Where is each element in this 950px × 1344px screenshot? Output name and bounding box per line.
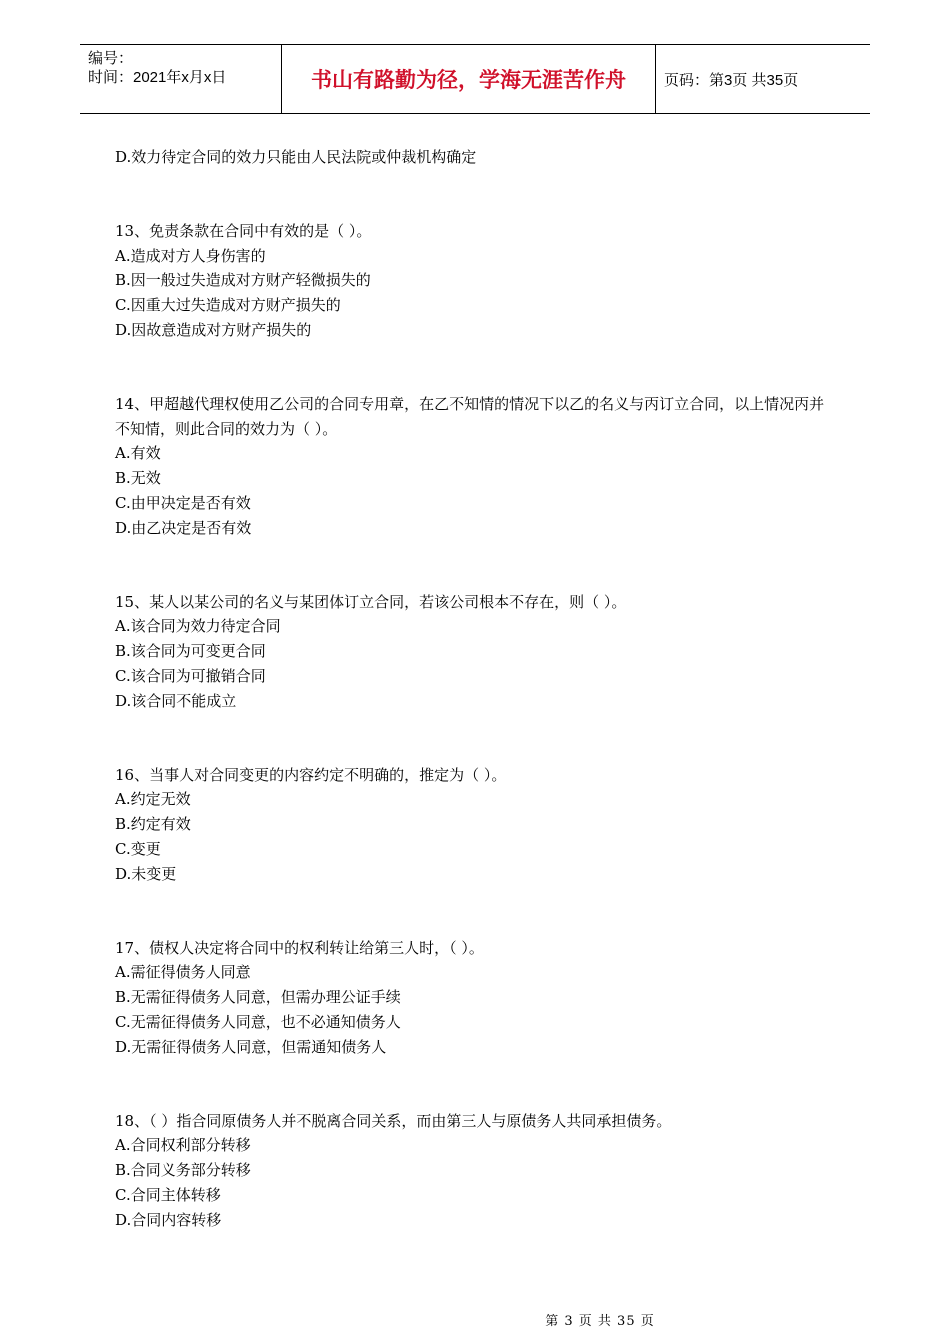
option-b: B.合同义务部分转移 — [115, 1161, 251, 1180]
question-stem: 16、当事人对合同变更的内容约定不明确的，推定为（ ）。 — [115, 765, 507, 784]
option-b: B.约定有效 — [115, 815, 191, 834]
option-c: C.无需征得债务人同意，也不必通知债务人 — [115, 1012, 401, 1031]
question-16 — [115, 763, 835, 887]
page-footer: 第 3 页 共 35 页 — [545, 1314, 655, 1329]
option-d: D.合同内容转移 — [115, 1210, 222, 1229]
header-motto: 书山有路勤为径，学海无涯苦作舟 — [311, 68, 626, 92]
option-d: D.该合同不能成立 — [115, 691, 237, 710]
option-a: A.合同权利部分转移 — [115, 1136, 251, 1155]
option-b: B.无效 — [115, 469, 161, 488]
question-17 — [115, 936, 835, 1060]
option-c: C.因重大过失造成对方财产损失的 — [115, 296, 341, 315]
option-text: D.效力待定合同的效力只能由人民法院或仲裁机构确定 — [115, 148, 477, 166]
question-stem: 18、（ ）指合同原债务人并不脱离合同关系，而由第三人与原债务人共同承担债务。 — [115, 1111, 672, 1130]
question-18 — [115, 1109, 835, 1233]
option-b: B.该合同为可变更合同 — [115, 642, 266, 661]
option-d: D.由乙决定是否有效 — [115, 518, 252, 537]
option-a: A.有效 — [115, 444, 161, 463]
header-page-info: 页码：第3页 共35页 — [664, 71, 799, 89]
option-a: A.造成对方人身伤害的 — [115, 246, 266, 265]
question-stem: 13、免责条款在合同中有效的是（ ）。 — [115, 221, 372, 240]
option-c: C.合同主体转移 — [115, 1185, 221, 1204]
option-c: C.变更 — [115, 839, 161, 858]
option-b: B.无需征得债务人同意，但需办理公证手续 — [115, 988, 401, 1007]
question-stem: 15、某人以某公司的名义与某团体订立合同，若该公司根本不存在，则（ ）。 — [115, 592, 627, 611]
option-b: B.因一般过失造成对方财产轻微损失的 — [115, 271, 371, 290]
page-header — [80, 44, 870, 114]
option-a: A.约定无效 — [115, 790, 191, 809]
number-label: 编号： — [88, 50, 134, 67]
option-d: D.无需征得债务人同意，但需通知债务人 — [115, 1037, 387, 1056]
question-13 — [115, 219, 835, 343]
option-d: D.因故意造成对方财产损失的 — [115, 320, 312, 339]
question-stem: 17、债权人决定将合同中的权利转让给第三人时，（ ）。 — [115, 938, 484, 957]
question-14 — [115, 392, 835, 541]
question-stem: 14、甲超越代理权使用乙公司的合同专用章，在乙不知情的情况下以乙的名义与丙订立合同，以上情况丙并不知情，则此合同的效力为（ ）。 — [115, 394, 825, 438]
option-a: A.需征得债务人同意 — [115, 963, 251, 982]
option-d: D.未变更 — [115, 864, 177, 883]
question-15 — [115, 590, 835, 714]
option-c: C.由甲决定是否有效 — [115, 493, 251, 512]
header-meta — [88, 49, 280, 87]
time-label: 时间：2021年x月x日 — [88, 69, 227, 86]
header-divider — [655, 45, 656, 113]
question-list — [115, 145, 835, 1233]
option-a: A.该合同为效力待定合同 — [115, 617, 281, 636]
option-c: C.该合同为可撤销合同 — [115, 666, 266, 685]
